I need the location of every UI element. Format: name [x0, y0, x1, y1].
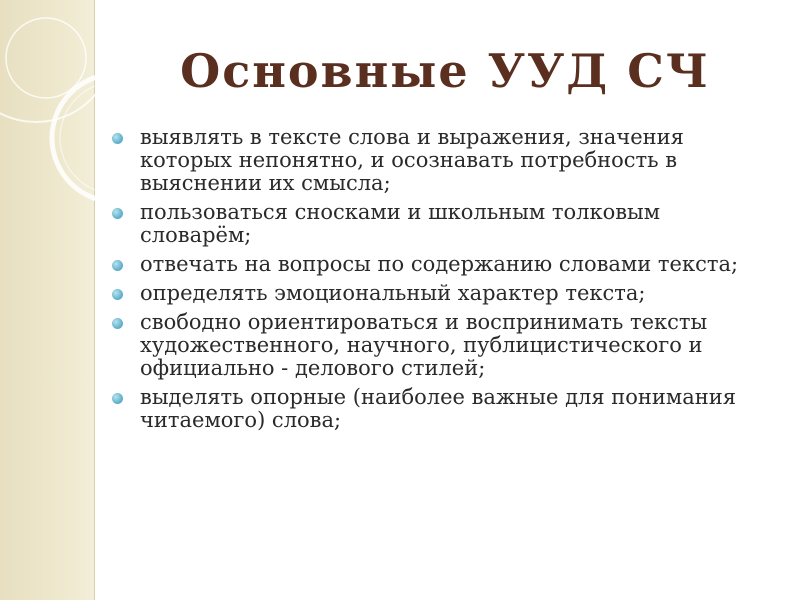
list-item [112, 282, 772, 305]
list-item-text: отвечать на вопросы по содержанию словами текста; [140, 252, 739, 276]
bullet-list [112, 126, 772, 438]
slide-title: Основные УУД СЧ [180, 44, 710, 98]
list-item-text: выделять опорные (наиболее важные для понимания читаемого) слова; [140, 385, 737, 432]
bullet-dot-icon [112, 208, 123, 219]
list-item-text: свободно ориентироваться и воспринимать тексты художественного, научного, публицистического и официально - делового стилей; [140, 310, 708, 380]
list-item [112, 311, 772, 380]
list-item-text: определять эмоциональный характер текста; [140, 281, 646, 305]
list-item-text: выявлять в тексте слова и выражения, значения которых непонятно, и осознавать потребность в выяснении их смысла; [140, 125, 684, 195]
bullet-dot-icon [112, 289, 123, 300]
list-item [112, 253, 772, 276]
bullet-dot-icon [112, 133, 123, 144]
list-item [112, 126, 772, 195]
list-item-text: пользоваться сносками и школьным толковым словарём; [140, 200, 661, 247]
bullet-dot-icon [112, 393, 123, 404]
bullet-dot-icon [112, 318, 123, 329]
bullet-dot-icon [112, 260, 123, 271]
list-item [112, 201, 772, 247]
list-item [112, 386, 772, 432]
